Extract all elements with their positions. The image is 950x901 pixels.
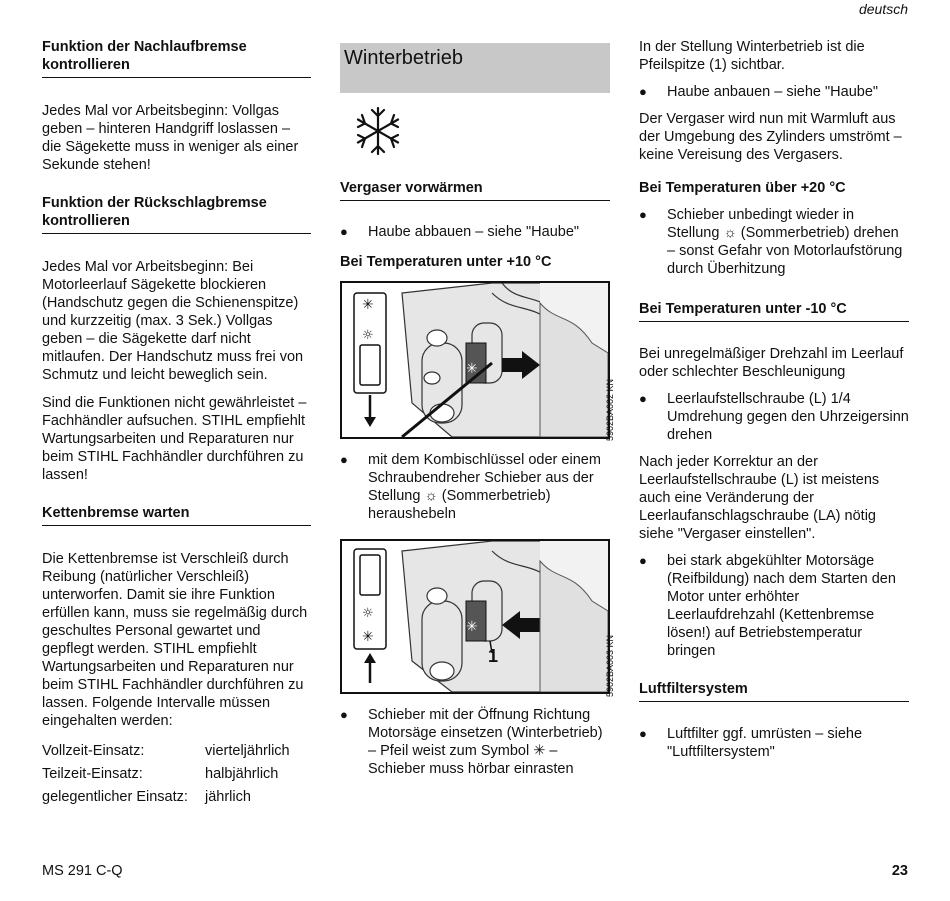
svg-text:☼: ☼: [362, 328, 374, 343]
svg-text:✳: ✳: [362, 297, 374, 313]
bullet-schieber-einsetzen: ● Schieber mit der Öffnung Richtung Motorsäge einsetzen (Winterbetrieb) – Pfeil weist zum Symbol ✳ – Schieber muss hörbar einrasten: [340, 706, 610, 778]
section-title: Winterbetrieb: [344, 47, 463, 69]
table-row: [42, 740, 290, 763]
bullet-leerlaufstellschraube: ● Leerlaufstellschraube (L) 1/4 Umdrehung gegen den Uhrzeigersinn drehen: [639, 390, 909, 444]
interval-table: [42, 740, 290, 809]
figure-slider-insert: [340, 539, 615, 698]
paragraph-korrektur: Nach jeder Korrektur an der Leerlaufstellschraube (L) ist meistens auch eine Veränderung der Leerlaufanschlagschraube (LA) nötig siehe "Vergaser einstellen".: [639, 454, 880, 542]
snowflake-icon: [340, 105, 610, 161]
heading-kettenbremse: Kettenbremse warten: [42, 504, 311, 526]
subheading-ueber-20: Bei Temperaturen über +20 °C: [639, 180, 846, 196]
interval-value: jährlich: [205, 789, 251, 805]
column-right: [639, 38, 909, 761]
interval-value: halbjährlich: [205, 766, 279, 782]
bullet-reifbildung: ● bei stark abgekühlter Motorsäge (Reifbildung) nach dem Starten den Motor unter erhöhter Leerlaufdrehzahl (Kettenbremse lösen!) auf Betriebstemperatur bringen: [639, 552, 909, 660]
paragraph-warmluft: Der Vergaser wird nun mit Warmluft aus der Umgebung des Zylinders umströmt – keine Vereisung des Vergasers.: [639, 111, 902, 163]
column-left: [42, 38, 311, 809]
footer-model: MS 291 C-Q: [42, 863, 123, 879]
svg-text:✳: ✳: [362, 629, 374, 645]
paragraph-kettenbremse: Die Kettenbremse ist Verschleiß durch Reibung (natürlicher Verschleiß) unterworfen. Damit sie ihre Funktion erfüllen kann, muss sie regelmäßig durch geschultes Personal gewartet und gepflegt werden. STIHL empfiehlt Wartungsarbeiten und Reparaturen nur beim STIHL Fachhändler durchführen zu lassen. Folgende Intervalle müssen eingehalten werden:: [42, 551, 308, 729]
bullet-haube-abbauen: ● Haube abbauen – siehe "Haube": [340, 223, 610, 241]
figure-code: 5902BA003 KN: [605, 635, 615, 698]
paragraph-stellung-winterbetrieb: In der Stellung Winterbetrieb ist die Pfeilspitze (1) sichtbar.: [639, 39, 865, 73]
bullet-schieber-heraushebeln: ● mit dem Kombischlüssel oder einem Schraubendreher Schieber aus der Stellung ☼ (Sommerbetrieb) heraushebeln: [340, 451, 610, 523]
column-middle: [340, 43, 615, 778]
subheading-unter-10: Bei Temperaturen unter +10 °C: [340, 254, 552, 270]
table-row: [42, 763, 290, 786]
heading-unter-minus-10: Bei Temperaturen unter -10 °C: [639, 300, 909, 322]
paragraph-nachlaufbremse: Jedes Mal vor Arbeitsbeginn: Vollgas geben – hinteren Handgriff loslassen – die Sägekette muss in weniger als einer Sekunde stehen!: [42, 103, 299, 173]
figure-slider-removal: [340, 281, 615, 442]
interval-label: gelegentlicher Einsatz:: [42, 789, 188, 805]
interval-label: Teilzeit-Einsatz:: [42, 766, 143, 782]
interval-value: vierteljährlich: [205, 743, 290, 759]
bullet-luftfilter: ● Luftfilter ggf. umrüsten – siehe "Luftfiltersystem": [639, 725, 909, 761]
language-label: deutsch: [858, 1, 908, 17]
figure-callout-label: 1: [488, 646, 499, 666]
heading-rueckschlagbremse: Funktion der Rückschlagbremse kontrollieren: [42, 194, 311, 234]
heading-nachlaufbremse: Funktion der Nachlaufbremse kontrollieren: [42, 38, 311, 78]
svg-text:✳: ✳: [466, 619, 478, 635]
table-row: [42, 786, 290, 809]
section-title-bar: [340, 43, 610, 93]
svg-text:✳: ✳: [466, 361, 478, 377]
paragraph-fachhaendler: Sind die Funktionen nicht gewährleistet – Fachhändler aufsuchen. STIHL empfiehlt Wartungsarbeiten und Reparaturen nur beim STIHL Fachhändler durchführen zu lassen!: [42, 395, 307, 483]
paragraph-rueckschlagbremse: Jedes Mal vor Arbeitsbeginn: Bei Motorleerlauf Sägekette blockieren (Handschutz gegen die Schienenspitze) und kurzzeitig (max. 3 Sek.) Vollgas geben – die Sägekette darf nicht mitlaufen. Der Handschutz muss frei von Schmutz und leicht beweglich sein.: [42, 259, 304, 383]
bullet-schieber-zurueck: ● Schieber unbedingt wieder in Stellung ☼ (Sommerbetrieb) drehen – sonst Gefahr von Motorlaufstörung durch Überhitzung: [639, 206, 909, 278]
interval-label: Vollzeit-Einsatz:: [42, 743, 145, 759]
page-number: 23: [891, 863, 908, 879]
svg-text:☼: ☼: [362, 606, 374, 621]
heading-luftfiltersystem: Luftfiltersystem: [639, 680, 909, 702]
heading-vergaser-vorwaermen: Vergaser vorwärmen: [340, 179, 610, 201]
bullet-haube-anbauen: ● Haube anbauen – siehe "Haube": [639, 83, 909, 101]
figure-code: 5902BA002 KN: [605, 379, 615, 442]
paragraph-unregelmaessig: Bei unregelmäßiger Drehzahl im Leerlauf oder schlechter Beschleunigung: [639, 346, 904, 380]
